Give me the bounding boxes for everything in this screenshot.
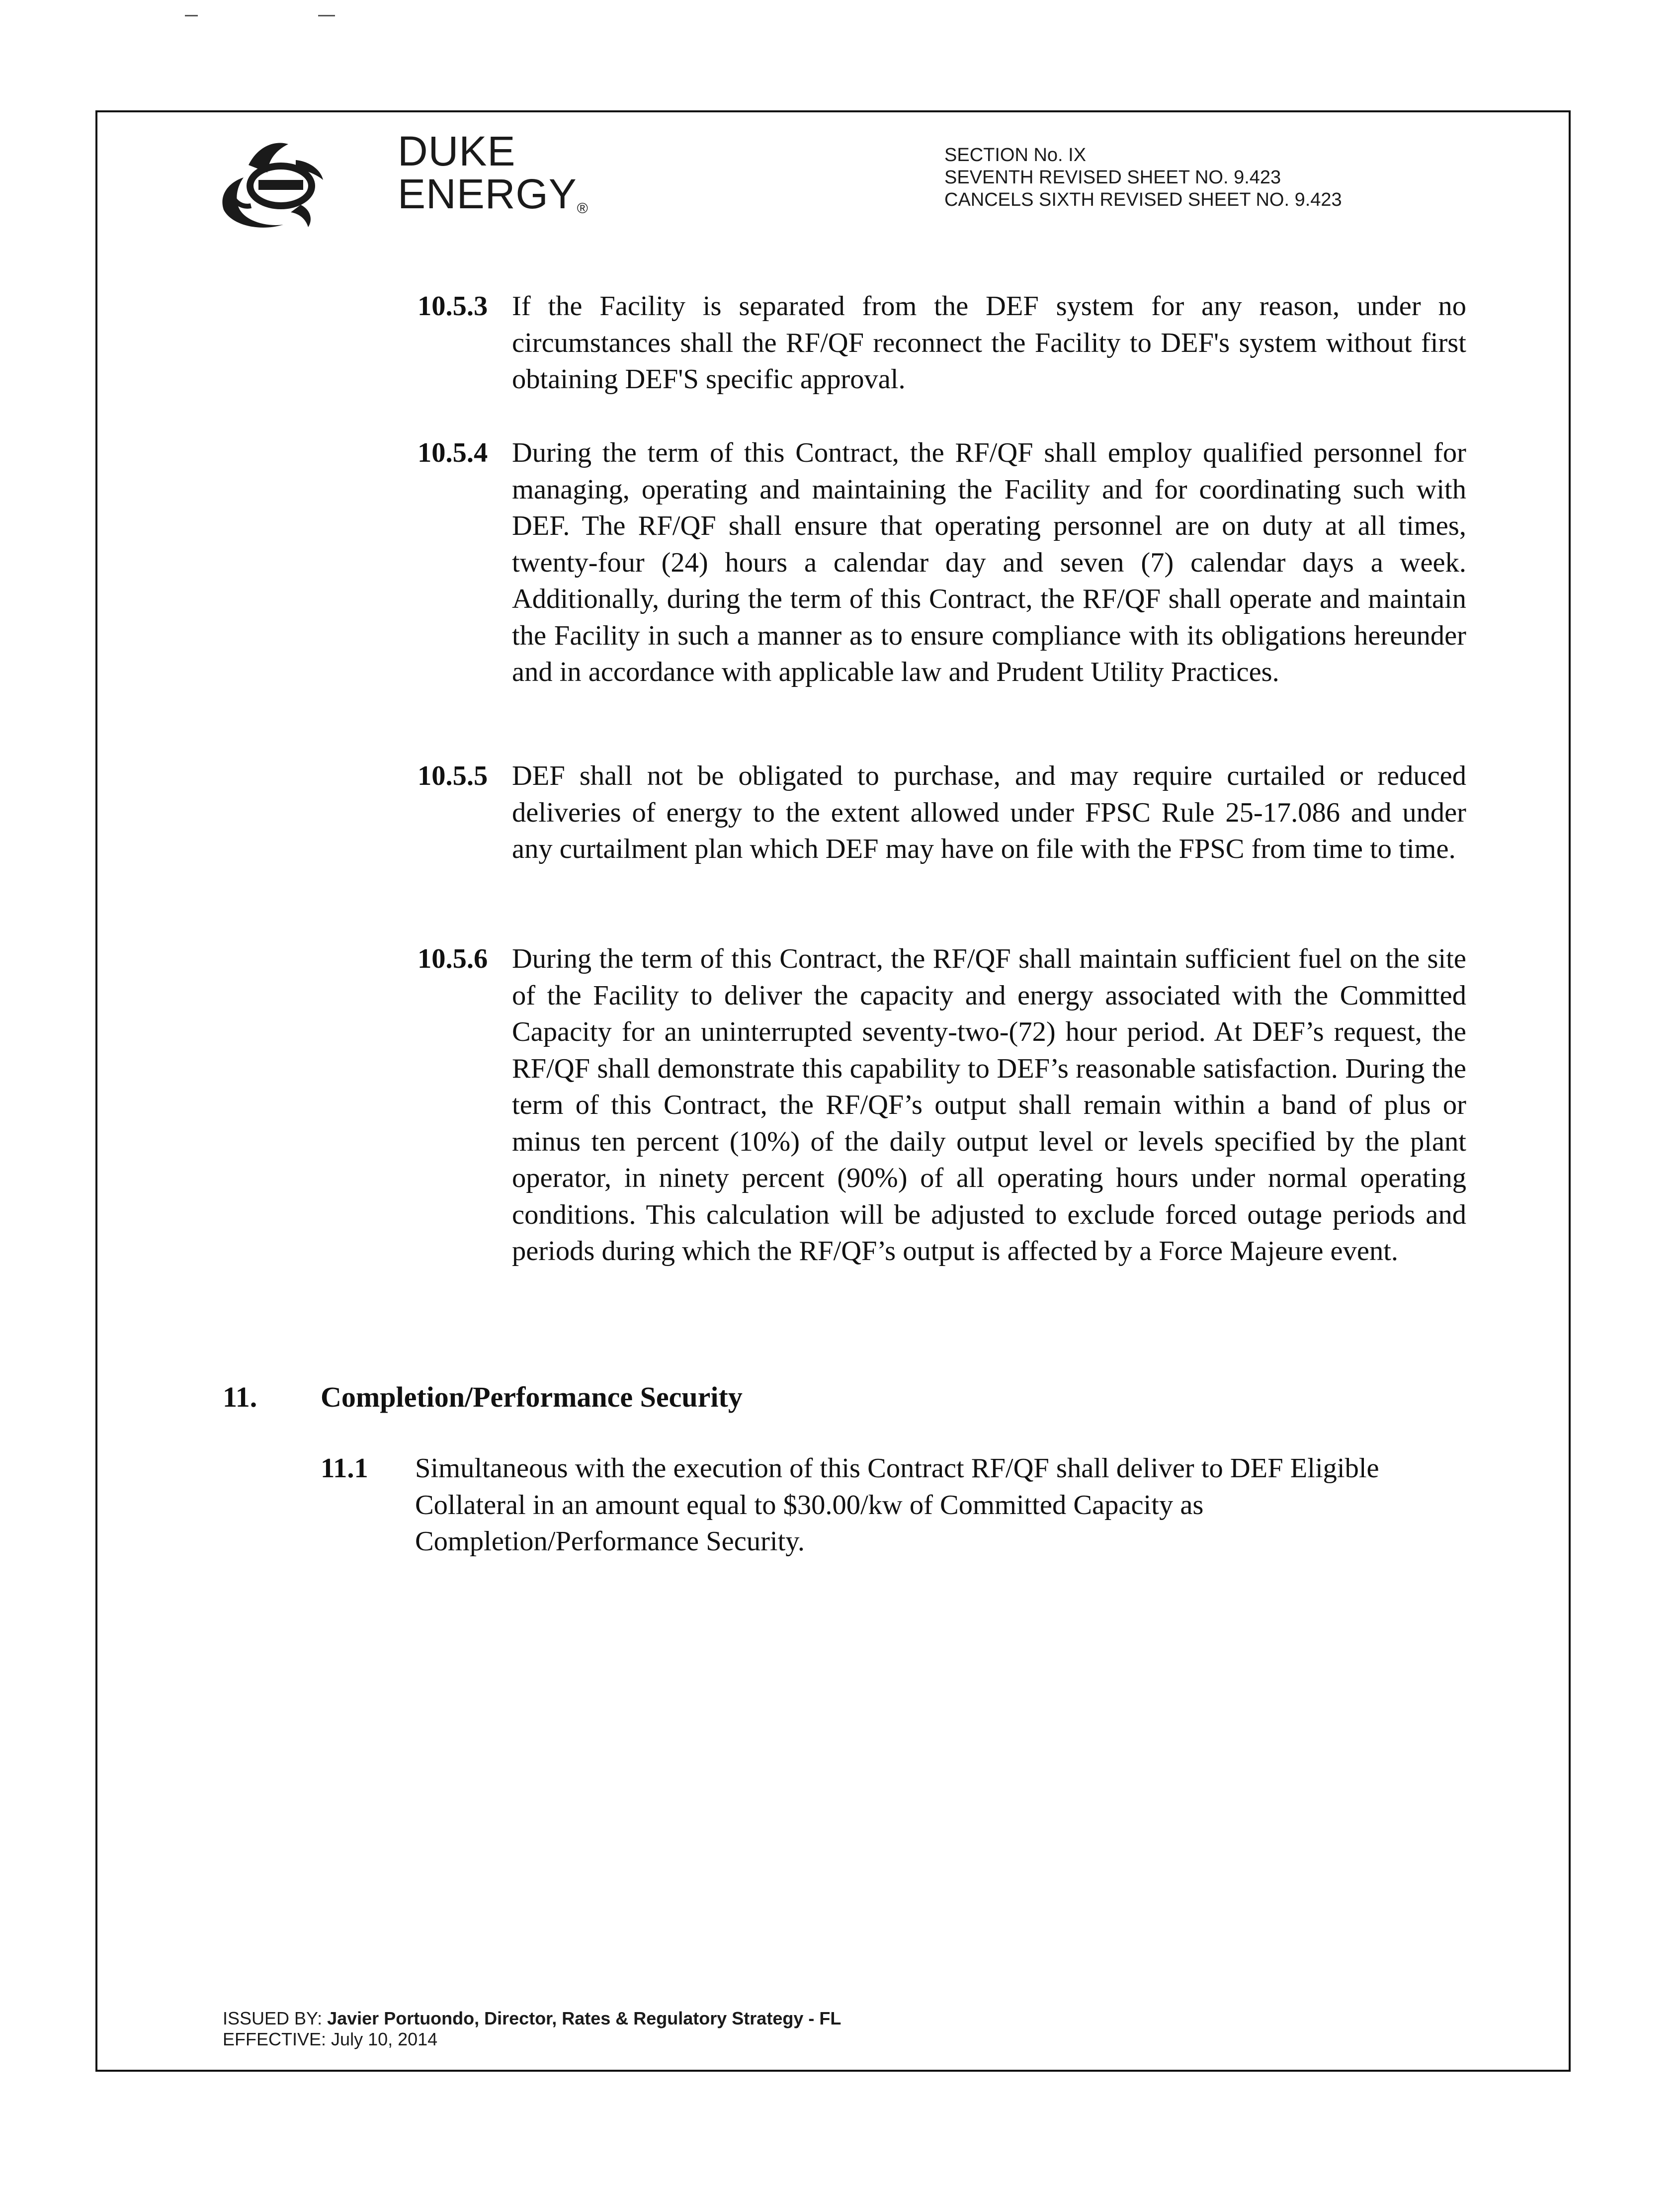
logo-text-duke: DUKE bbox=[398, 128, 516, 174]
clause-text: DEF shall not be obligated to purchase, and may require curtailed or reduced deliveries of energy to the extent allowed under FPSC Rule 25-17.086 and under any curtailment plan which DEF may have on file with the FPSC from time to time. bbox=[512, 760, 1466, 864]
effective-label: EFFECTIVE: bbox=[223, 2029, 327, 2049]
clause-text: During the term of this Contract, the RF/QF shall maintain sufficient fuel on the site of the Facility to deliver the capacity and energy associated with the Committed Capacity for an uninterrupted seventy-two-(72) hour period. At DEF’s request, the RF/QF shall demonstrate this capability to DEF’s reasonable satisfaction. During the term of this Contract, the RF/QF’s output shall remain within a band of plus or minus ten percent (10%) of the daily output level or levels specified by the plant operator, in ninety percent (90%) of all operating hours under normal operating conditions. This calculation will be adjusted to exclude forced outage periods and periods during which the RF/QF’s output is affected by a Force Majeure event. bbox=[512, 943, 1466, 1266]
clause-text: During the term of this Contract, the RF/QF shall employ qualified personnel for managing, operating and maintaining the Facility and for coordinating such with DEF. The RF/QF shall ensure that operating personnel are on duty at all times, twenty-four (24) hours a calendar day and seven (7) calendar days a week. Additionally, during the term of this Contract, the RF/QF shall operate and maintain the Facility in such a manner as to ensure compliance with its obligations hereunder and in accordance with applicable law and Prudent Utility Practices. bbox=[512, 437, 1466, 687]
clause-number: 10.5.6 bbox=[418, 943, 488, 974]
registered-mark: ® bbox=[577, 200, 588, 217]
sheet-revision: SEVENTH REVISED SHEET NO. 9.423 bbox=[944, 167, 1281, 188]
duke-energy-emblem-icon bbox=[189, 130, 398, 245]
effective-value: July 10, 2014 bbox=[331, 2029, 438, 2049]
clause-number: 11.1 bbox=[321, 1453, 368, 1484]
issued-by-line bbox=[223, 2008, 841, 2029]
issuance-footer bbox=[223, 2008, 841, 2050]
logo-text-energy: ENERGY® bbox=[398, 170, 588, 217]
issued-by-value: Javier Portuondo, Director, Rates & Regulatory Strategy - FL bbox=[327, 2008, 841, 2028]
section-number-11: 11. bbox=[223, 1381, 257, 1413]
section-title: Completion/Performance Security bbox=[321, 1381, 743, 1413]
clause-text: Simultaneous with the execution of this Contract RF/QF shall deliver to DEF Eligible Collateral in an amount equal to $30.00/kw of Committed Capacity as Completion/Performance Security. bbox=[415, 1453, 1379, 1557]
clause-number: 10.5.5 bbox=[418, 760, 488, 791]
clause-text: If the Facility is separated from the DEF system for any reason, under no circumstances shall the RF/QF reconnect the Facility to DEF's system without first obtaining DEF'S specific approval. bbox=[512, 291, 1466, 395]
scan-mark bbox=[185, 15, 198, 16]
section-number: SECTION No. IX bbox=[944, 145, 1087, 166]
sheet-header bbox=[944, 144, 1342, 211]
clause-number: 10.5.3 bbox=[418, 291, 488, 322]
cancels-sheet: CANCELS SIXTH REVISED SHEET NO. 9.423 bbox=[944, 189, 1342, 210]
issued-by-label: ISSUED BY: bbox=[223, 2008, 323, 2028]
duke-energy-logo bbox=[119, 128, 588, 245]
clause-number: 10.5.4 bbox=[418, 437, 488, 468]
scan-mark bbox=[318, 15, 335, 16]
effective-line bbox=[223, 2029, 841, 2050]
